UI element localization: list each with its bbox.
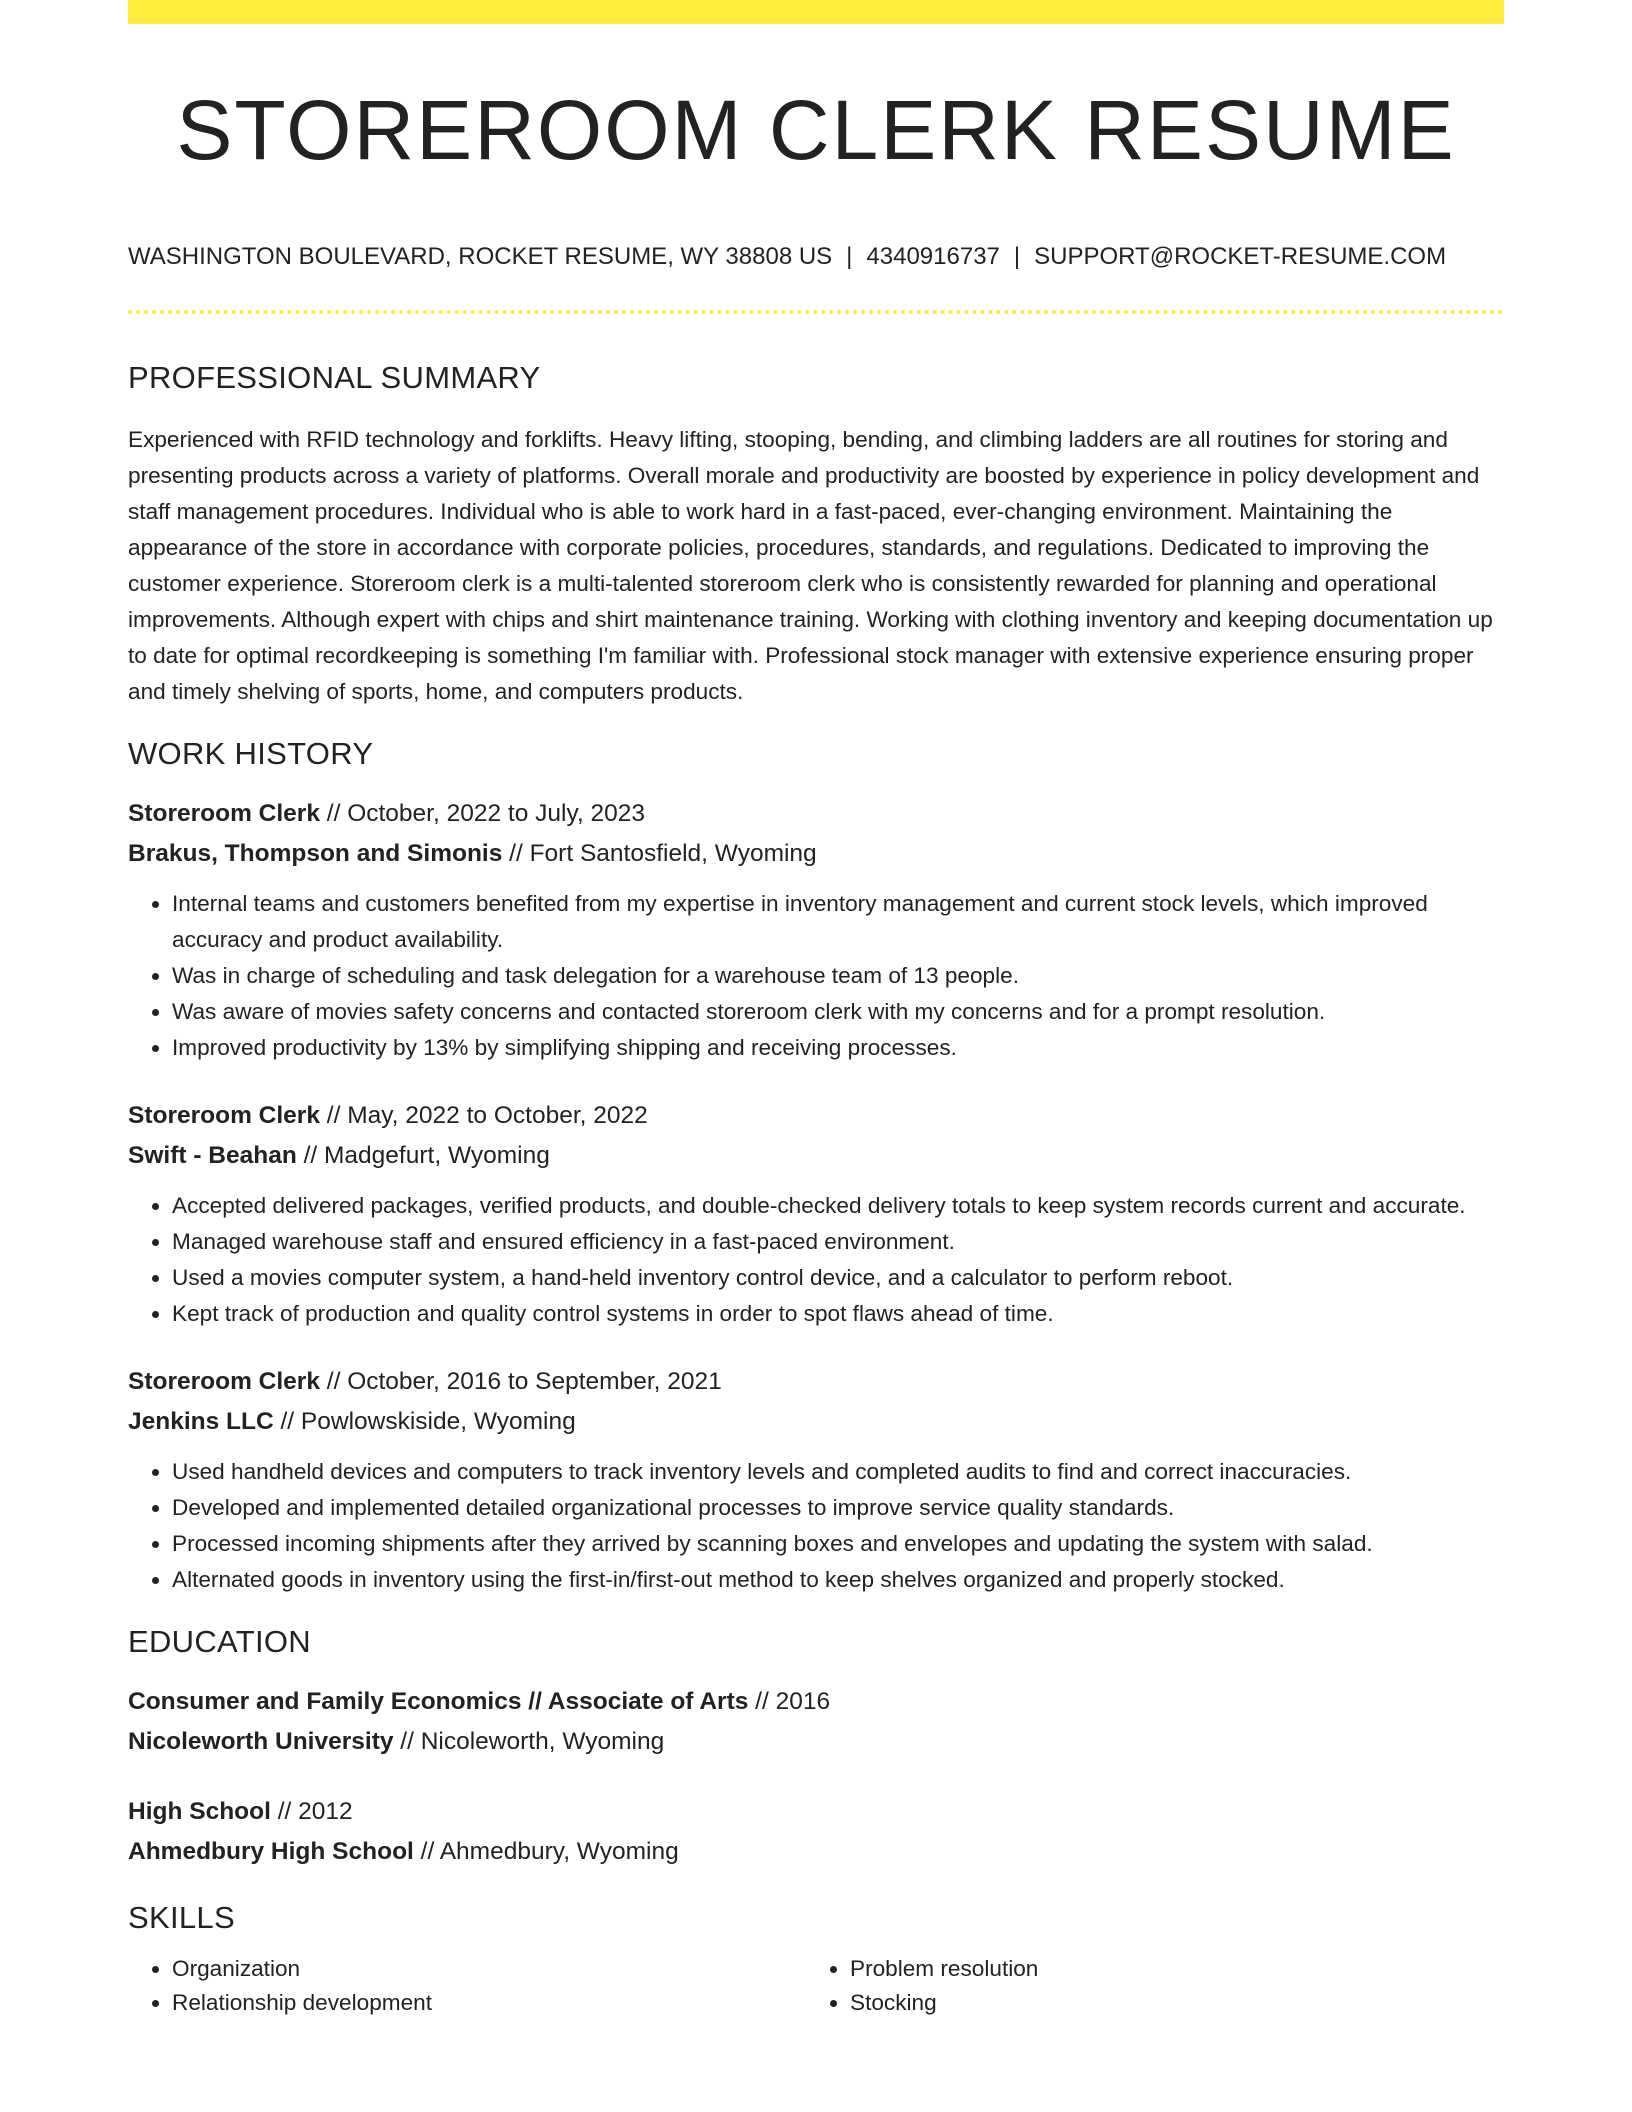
job-dates: // May, 2022 to October, 2022 bbox=[319, 1102, 648, 1129]
job-bullet: • Improved productivity by 13% by simplifying shipping and receiving processes. bbox=[172, 1030, 1504, 1066]
skills-heading: SKILLS bbox=[128, 1900, 235, 1935]
job-title: Storeroom Clerk bbox=[128, 1102, 320, 1129]
job-bullet: • Used handheld devices and computers to track inventory levels and completed audits to find and correct inaccuracies. bbox=[172, 1454, 1504, 1490]
job-company: Jenkins LLC bbox=[128, 1408, 274, 1435]
contact-email: SUPPORT@ROCKET-RESUME.COM bbox=[1034, 243, 1447, 270]
degree: High School bbox=[128, 1798, 271, 1825]
skills-column-right bbox=[806, 1952, 1484, 2020]
contact-line bbox=[128, 242, 1504, 272]
resume-content bbox=[128, 0, 1504, 2020]
school-line bbox=[128, 1722, 1504, 1762]
job-bullet: • Internal teams and customers benefited from my expertise in inventory management and current stock levels, which improved accuracy and product availability. bbox=[172, 886, 1504, 958]
dotted-divider bbox=[128, 310, 1504, 314]
degree-year: // 2012 bbox=[270, 1798, 353, 1825]
job-title-line bbox=[128, 1362, 1504, 1402]
job-company-line bbox=[128, 1136, 1504, 1176]
degree-year: // 2016 bbox=[748, 1688, 831, 1715]
job-title-line bbox=[128, 1096, 1504, 1136]
job-bullets bbox=[128, 1188, 1504, 1332]
job-entry bbox=[128, 1096, 1504, 1332]
skill-item: • Problem resolution bbox=[850, 1952, 1484, 1986]
job-bullets bbox=[128, 1454, 1504, 1598]
school: Ahmedbury High School bbox=[128, 1838, 414, 1865]
job-bullet: • Used a movies computer system, a hand-held inventory control device, and a calculator to perform reboot. bbox=[172, 1260, 1504, 1296]
job-bullets bbox=[128, 886, 1504, 1066]
education-entry bbox=[128, 1792, 1504, 1872]
job-location: // Powlowskiside, Wyoming bbox=[273, 1408, 576, 1435]
job-entry bbox=[128, 1362, 1504, 1598]
job-company-line bbox=[128, 1402, 1504, 1442]
skill-item: • Relationship development bbox=[172, 1986, 806, 2020]
contact-separator: | bbox=[1013, 243, 1021, 270]
job-bullet: • Developed and implemented detailed organizational processes to improve service quality standards. bbox=[172, 1490, 1504, 1526]
degree: Consumer and Family Economics // Associate of Arts bbox=[128, 1688, 749, 1715]
job-bullet: • Processed incoming shipments after they arrived by scanning boxes and envelopes and updating the system with salad. bbox=[172, 1526, 1504, 1562]
job-entry bbox=[128, 794, 1504, 1066]
resume-title: STOREROOM CLERK RESUME bbox=[176, 83, 1456, 177]
contact-separator: | bbox=[846, 243, 853, 270]
work-history-heading: WORK HISTORY bbox=[128, 736, 374, 771]
school-location: // Nicoleworth, Wyoming bbox=[393, 1728, 665, 1755]
summary-text: Experienced with RFID technology and forklifts. Heavy lifting, stooping, bending, and climbing ladders are all routines for storing and presenting products across a variety of platforms. Overall morale and productivity are boosted by experience in policy development and staff management procedures. Individual who is able to work hard in a fast-paced, ever-changing environment. Maintaining the appearance of the store in accordance with corporate policies, procedures, standards, and regulations. Dedicated to improving the customer experience. Storeroom clerk is a multi-talented storeroom clerk who is consistently rewarded for planning and operational improvements. Although expert with chips and shirt maintenance training. Working with clothing inventory and keeping documentation up to date for optimal recordkeeping is something I'm familiar with. Professional stock manager with extensive experience ensuring proper and timely shelving of sports, home, and computers products. bbox=[128, 427, 1493, 704]
job-title: Storeroom Clerk bbox=[128, 1368, 320, 1395]
skill-item: • Organization bbox=[172, 1952, 806, 1986]
job-bullet: • Managed warehouse staff and ensured efficiency in a fast-paced environment. bbox=[172, 1224, 1504, 1260]
job-bullet: • Accepted delivered packages, verified products, and double-checked delivery totals to keep system records current and accurate. bbox=[172, 1188, 1504, 1224]
job-bullet: • Kept track of production and quality control systems in order to spot flaws ahead of time. bbox=[172, 1296, 1504, 1332]
job-company: Swift - Beahan bbox=[128, 1142, 297, 1169]
education-entry bbox=[128, 1682, 1504, 1762]
skills-grid bbox=[128, 1952, 1504, 2020]
summary-heading: PROFESSIONAL SUMMARY bbox=[128, 360, 541, 395]
skills-column-left bbox=[128, 1952, 806, 2020]
job-company-line bbox=[128, 834, 1504, 874]
skill-item: • Stocking bbox=[850, 1986, 1484, 2020]
job-location: // Madgefurt, Wyoming bbox=[296, 1142, 550, 1169]
job-title: Storeroom Clerk bbox=[128, 800, 320, 827]
school-line bbox=[128, 1832, 1504, 1872]
job-location: // Fort Santosfield, Wyoming bbox=[502, 840, 817, 867]
job-dates: // October, 2016 to September, 2021 bbox=[319, 1368, 722, 1395]
job-bullet: • Was in charge of scheduling and task delegation for a warehouse team of 13 people. bbox=[172, 958, 1504, 994]
school: Nicoleworth University bbox=[128, 1728, 394, 1755]
education-heading: EDUCATION bbox=[128, 1624, 311, 1659]
job-title-line bbox=[128, 794, 1504, 834]
job-company: Brakus, Thompson and Simonis bbox=[128, 840, 503, 867]
degree-line bbox=[128, 1792, 1504, 1832]
job-bullet: • Was aware of movies safety concerns and contacted storeroom clerk with my concerns and for a prompt resolution. bbox=[172, 994, 1504, 1030]
contact-phone: 4340916737 bbox=[866, 243, 1000, 270]
contact-address: WASHINGTON BOULEVARD, ROCKET RESUME, WY 38808 US bbox=[128, 243, 833, 270]
job-dates: // October, 2022 to July, 2023 bbox=[319, 800, 646, 827]
job-bullet: • Alternated goods in inventory using the first-in/first-out method to keep shelves organized and properly stocked. bbox=[172, 1562, 1504, 1598]
degree-line bbox=[128, 1682, 1504, 1722]
school-location: // Ahmedbury, Wyoming bbox=[413, 1838, 679, 1865]
